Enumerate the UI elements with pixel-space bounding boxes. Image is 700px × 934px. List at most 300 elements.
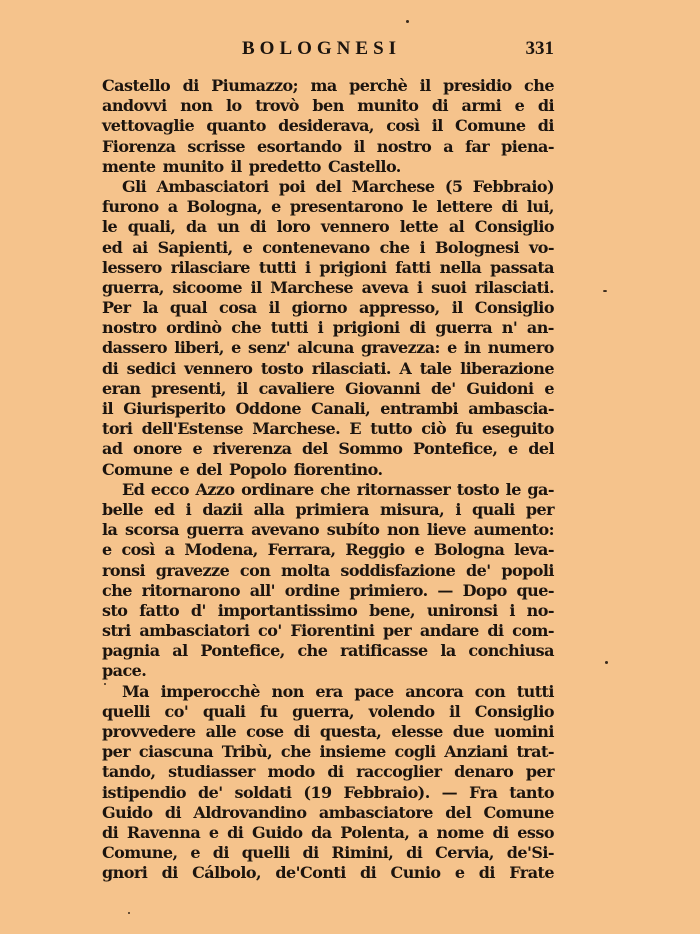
word: Fiorenza (102, 136, 176, 156)
word: Tribù, (221, 742, 273, 762)
word: e (447, 338, 457, 358)
word: — (437, 580, 453, 600)
word: appresso, (359, 298, 440, 318)
word: pace (354, 681, 394, 701)
text-line (102, 399, 554, 419)
word: Febbraio) (472, 176, 554, 196)
word: nostro (102, 318, 157, 338)
word: fatti (395, 257, 431, 277)
word: guerra, (102, 277, 164, 297)
word: tutti (516, 681, 554, 701)
word: giorno (291, 298, 348, 318)
text-line: pace. (102, 661, 147, 681)
text-line (102, 359, 554, 379)
word: Ambasciatori (156, 176, 269, 196)
word: Marchese. (252, 419, 341, 439)
word: che (524, 76, 554, 95)
word: cosa (219, 298, 257, 318)
word: gnori (102, 863, 148, 883)
word: denaro (454, 762, 514, 782)
word: ordinò (166, 318, 222, 338)
word: Dopo (462, 580, 507, 600)
word: ritornarono (141, 580, 240, 600)
text-line (102, 439, 554, 459)
word: il (419, 76, 431, 95)
word: Fra (469, 782, 498, 802)
text-line (102, 217, 554, 237)
text-line: mente munito il predetto Castello. (102, 156, 401, 176)
word: aveva (361, 277, 409, 297)
word: due (452, 722, 485, 741)
word: d' (190, 600, 206, 620)
print-speck (406, 20, 409, 23)
word: Castello (102, 76, 171, 95)
word: com- (512, 621, 554, 641)
word: (19 (303, 782, 332, 802)
word: Sapienti, (157, 237, 233, 257)
text-line (102, 379, 554, 399)
word: i (416, 277, 423, 297)
word: dazii (202, 499, 243, 519)
text-line (102, 137, 554, 157)
word: Ma (122, 681, 149, 701)
word: unironsi (426, 600, 498, 620)
word: studiasser (168, 762, 255, 782)
word: popoli (501, 560, 554, 580)
word: fatto (139, 600, 180, 620)
word: Piumazzo; (211, 76, 299, 95)
word: senz' (247, 338, 291, 358)
word: i (304, 257, 311, 277)
word: i (419, 237, 425, 257)
word: nome (436, 822, 484, 842)
word: armi (461, 96, 502, 116)
text-line (102, 238, 554, 258)
word: del (315, 176, 342, 196)
word: Modena, (184, 540, 258, 560)
word: conchiusa (468, 641, 554, 661)
word: riverenza (212, 439, 292, 459)
word: Giurisperito (123, 399, 226, 418)
word: pagnia (102, 641, 160, 661)
word: quali (472, 499, 515, 519)
word: ambasciatore (318, 802, 433, 822)
word: Giovanni (345, 378, 421, 398)
word: la (142, 298, 158, 318)
word: guerra (435, 318, 493, 338)
word: da (186, 217, 207, 237)
word: subíto (326, 520, 380, 540)
word: n' (501, 318, 518, 338)
word: istipendio (102, 782, 186, 802)
word: Gli (122, 176, 147, 196)
word: alle (205, 722, 237, 741)
text-line (102, 783, 554, 803)
word: Consiglio (474, 298, 554, 318)
word: avevano (251, 520, 320, 540)
word: Polenta, (340, 822, 410, 842)
word: da (311, 822, 332, 842)
word: vennero (184, 358, 253, 378)
word: alla (253, 499, 285, 519)
page-text (102, 76, 554, 884)
word: cogli (394, 742, 436, 762)
word: liberi, (174, 338, 224, 358)
word: Azzo (195, 479, 235, 499)
word: Cunio (390, 863, 441, 883)
word: — (441, 782, 458, 802)
text-line (102, 742, 554, 762)
word: così (121, 540, 155, 560)
word: e (102, 540, 112, 560)
word: che (379, 237, 410, 257)
text-line (102, 601, 554, 621)
word: eseguito (481, 419, 554, 439)
word: ancora (405, 681, 464, 701)
word: co' (164, 701, 189, 721)
word: furono (102, 197, 159, 217)
text-line (102, 298, 554, 318)
word: Marchese (270, 277, 354, 297)
word: tutti (258, 257, 296, 277)
text-line (102, 863, 554, 883)
word: prigioni (319, 257, 387, 277)
word: Guido (102, 802, 153, 822)
word: per (102, 742, 131, 762)
word: il (236, 378, 248, 398)
word: e (192, 439, 203, 459)
text-line (102, 258, 554, 278)
word: con (239, 560, 271, 580)
word: tori (102, 419, 133, 439)
word: scorsa (124, 520, 179, 540)
word: a (167, 197, 178, 217)
word: che (297, 641, 328, 661)
word: di (360, 863, 377, 883)
word: trat- (516, 742, 554, 762)
word: di (182, 76, 199, 95)
word: di (102, 358, 119, 378)
word: Cervia, (435, 843, 494, 863)
word: sicoome (172, 277, 242, 297)
word: che (231, 318, 262, 338)
word: uomini (494, 722, 554, 741)
text-line (102, 722, 554, 742)
word: trovò (255, 96, 299, 116)
word: rilasciati. (311, 358, 391, 378)
word: andare (419, 621, 479, 641)
word: di (409, 318, 426, 338)
word: rilasciare (170, 257, 250, 277)
word: Comune (483, 802, 554, 822)
text-line (102, 116, 554, 136)
word: il (451, 298, 463, 318)
word: ciò (421, 419, 447, 439)
word: e (231, 338, 241, 358)
word: desiderava, (278, 116, 374, 136)
word: del (445, 802, 472, 822)
word: A (399, 358, 412, 378)
word: de' (197, 782, 223, 802)
word: nella (439, 257, 482, 277)
word: tutti (270, 318, 308, 338)
word: la (440, 641, 456, 661)
word: lette (399, 217, 439, 237)
text-line (102, 76, 554, 96)
word: Ed (122, 479, 145, 499)
text-line (102, 803, 554, 823)
word: primiera (295, 499, 369, 519)
word: Bolognesi (434, 237, 520, 257)
print-speck (128, 912, 130, 914)
text-line (102, 561, 554, 581)
word: Sommo (338, 439, 403, 459)
word: con (474, 681, 506, 701)
word: de'Si- (506, 843, 554, 863)
word: e (208, 822, 219, 842)
word: que- (516, 580, 554, 600)
word: raccoglier (356, 762, 442, 782)
word: Consiglio (474, 701, 554, 721)
text-line: Comune e del Popolo fiorentino. (102, 459, 383, 479)
word: il (431, 116, 443, 136)
word: di (102, 822, 119, 842)
word: sto (102, 600, 128, 620)
word: e (507, 439, 518, 459)
word: e (190, 843, 200, 863)
word: Marchese (351, 176, 435, 196)
word: gravezza: (360, 338, 440, 358)
word: esortando (257, 136, 342, 156)
word: ronsi (102, 560, 146, 580)
text-line (102, 419, 554, 439)
word: non (271, 681, 304, 701)
word: un (217, 217, 240, 237)
word: alcuna (297, 338, 354, 358)
word: di (537, 96, 554, 116)
text-line (102, 318, 554, 338)
word: fu (455, 419, 473, 439)
word: Consiglio (474, 217, 554, 237)
page-header (102, 38, 554, 64)
word: andovvi (102, 96, 167, 116)
word: ad (102, 439, 123, 459)
word: e (544, 378, 554, 398)
word: per (383, 621, 412, 641)
word: quali (202, 701, 246, 721)
word: ritornasser (356, 479, 451, 499)
word: misura, (379, 499, 445, 519)
word: che (280, 742, 311, 762)
word: i (509, 600, 515, 620)
page-number: 331 (525, 38, 554, 59)
word: i (317, 318, 324, 338)
word: qual (169, 298, 207, 318)
word: presenti, (151, 378, 226, 398)
word: passata (490, 257, 554, 277)
word: di (478, 863, 495, 883)
word: ordinare (241, 479, 314, 499)
word: tosto (456, 479, 500, 499)
word: co' (258, 621, 282, 641)
word: Febbraio). (343, 782, 430, 802)
word: ordine (284, 580, 340, 600)
word: ed (102, 237, 123, 257)
word: quelli (102, 701, 150, 721)
word: ambasciatori (139, 621, 250, 641)
word: tando, (102, 762, 156, 782)
word: il (102, 399, 114, 418)
word: Guido (251, 822, 303, 842)
word: nostro (376, 136, 432, 156)
word: Guidoni (466, 378, 534, 398)
word: elesse (391, 722, 443, 741)
word: ambascia- (468, 399, 554, 418)
text-line (102, 823, 554, 843)
word: presidio (443, 76, 512, 95)
word: esso (517, 822, 554, 842)
word: belle (102, 499, 143, 519)
text-line (102, 581, 554, 601)
word: e (514, 96, 525, 116)
word: vennero (320, 217, 390, 237)
word: di (212, 843, 229, 863)
word: al (448, 217, 465, 237)
word: di (537, 116, 554, 136)
word: cose (246, 722, 284, 741)
word: e (414, 540, 425, 560)
word: non (387, 520, 420, 540)
word: munito (357, 96, 419, 116)
word: a (418, 822, 428, 842)
word: Rimini, (331, 843, 394, 863)
word: il (250, 277, 262, 297)
text-line (102, 843, 554, 863)
word: di (501, 197, 518, 217)
word: perchè (349, 76, 408, 95)
word: contenevano (262, 237, 370, 257)
word: le (505, 479, 521, 499)
word: entrambi (380, 399, 459, 418)
word: in (463, 338, 481, 358)
word: liberazione (460, 358, 554, 378)
word: lo (226, 96, 242, 116)
word: Fiorentini (290, 621, 375, 641)
word: ga- (527, 479, 554, 499)
word: Bologna (433, 540, 505, 560)
word: di (327, 762, 344, 782)
word: Bologna, (186, 197, 262, 217)
word: di (406, 843, 423, 863)
word: presentarono (289, 197, 404, 217)
word: Pontefice, (200, 641, 285, 661)
word: far (465, 136, 490, 156)
word: Anziani (444, 742, 508, 762)
word: quali, (127, 217, 176, 237)
word: primiero. (349, 580, 428, 600)
word: i (185, 499, 192, 519)
word: il (449, 701, 461, 721)
word: Per (102, 298, 131, 318)
word: dell'Estense (141, 419, 244, 439)
word: di (227, 822, 244, 842)
word: e (271, 197, 281, 217)
word: era (315, 681, 343, 701)
word: insieme (319, 742, 386, 762)
word: no- (526, 600, 554, 620)
text-line (102, 278, 554, 298)
print-speck (603, 290, 607, 292)
word: di (302, 843, 319, 863)
word: Comune, (102, 843, 178, 863)
word: onore (133, 439, 182, 459)
word: la (102, 520, 118, 540)
word: ma (310, 76, 337, 95)
word: il (353, 136, 365, 156)
word: le (102, 217, 118, 237)
word: de' (466, 560, 491, 580)
word: le (412, 197, 428, 217)
word: vettovaglie (102, 116, 195, 136)
word: aumento: (473, 520, 554, 540)
word: stri (102, 621, 131, 641)
word: i (455, 499, 461, 519)
word: tosto (260, 358, 304, 378)
word: ciascuna (138, 742, 214, 762)
text-line (102, 641, 554, 661)
text-line (102, 682, 554, 702)
word: a (443, 136, 454, 156)
word: che (320, 479, 351, 499)
text-line (102, 480, 554, 500)
text-line (102, 702, 554, 722)
word: volendo (368, 701, 435, 721)
word: lieve (426, 520, 466, 540)
word: poi (278, 176, 306, 196)
word: del (302, 439, 328, 459)
word: tanto (509, 782, 554, 802)
word: lettere (436, 197, 493, 217)
word: del (528, 439, 554, 459)
word: provvedere (102, 722, 196, 741)
word: scrisse (187, 136, 246, 156)
word: Ravenna (126, 822, 201, 842)
word: Cálbolo, (192, 863, 262, 883)
word: sedici (126, 358, 176, 378)
word: questa, (319, 722, 382, 741)
word: Canali, (311, 399, 371, 418)
word: cavaliere (258, 378, 335, 398)
word: Aldrovandino (193, 802, 307, 822)
word: de'Conti (275, 863, 346, 883)
word: importantissimo (217, 600, 358, 620)
word: gravezze (155, 560, 230, 580)
word: Reggio (345, 540, 405, 560)
word: Ferrara, (267, 540, 336, 560)
word: ai (132, 237, 148, 257)
word: dassero (102, 338, 168, 358)
word: ed (154, 499, 175, 519)
word: quelli (241, 843, 290, 863)
print-speck (104, 683, 106, 685)
word: ratificasse (340, 641, 428, 661)
word: tutto (370, 419, 412, 439)
word: di (164, 802, 182, 822)
word: E (349, 419, 362, 439)
word: a (164, 540, 175, 560)
word: ben (312, 96, 344, 116)
text-line (102, 338, 554, 358)
